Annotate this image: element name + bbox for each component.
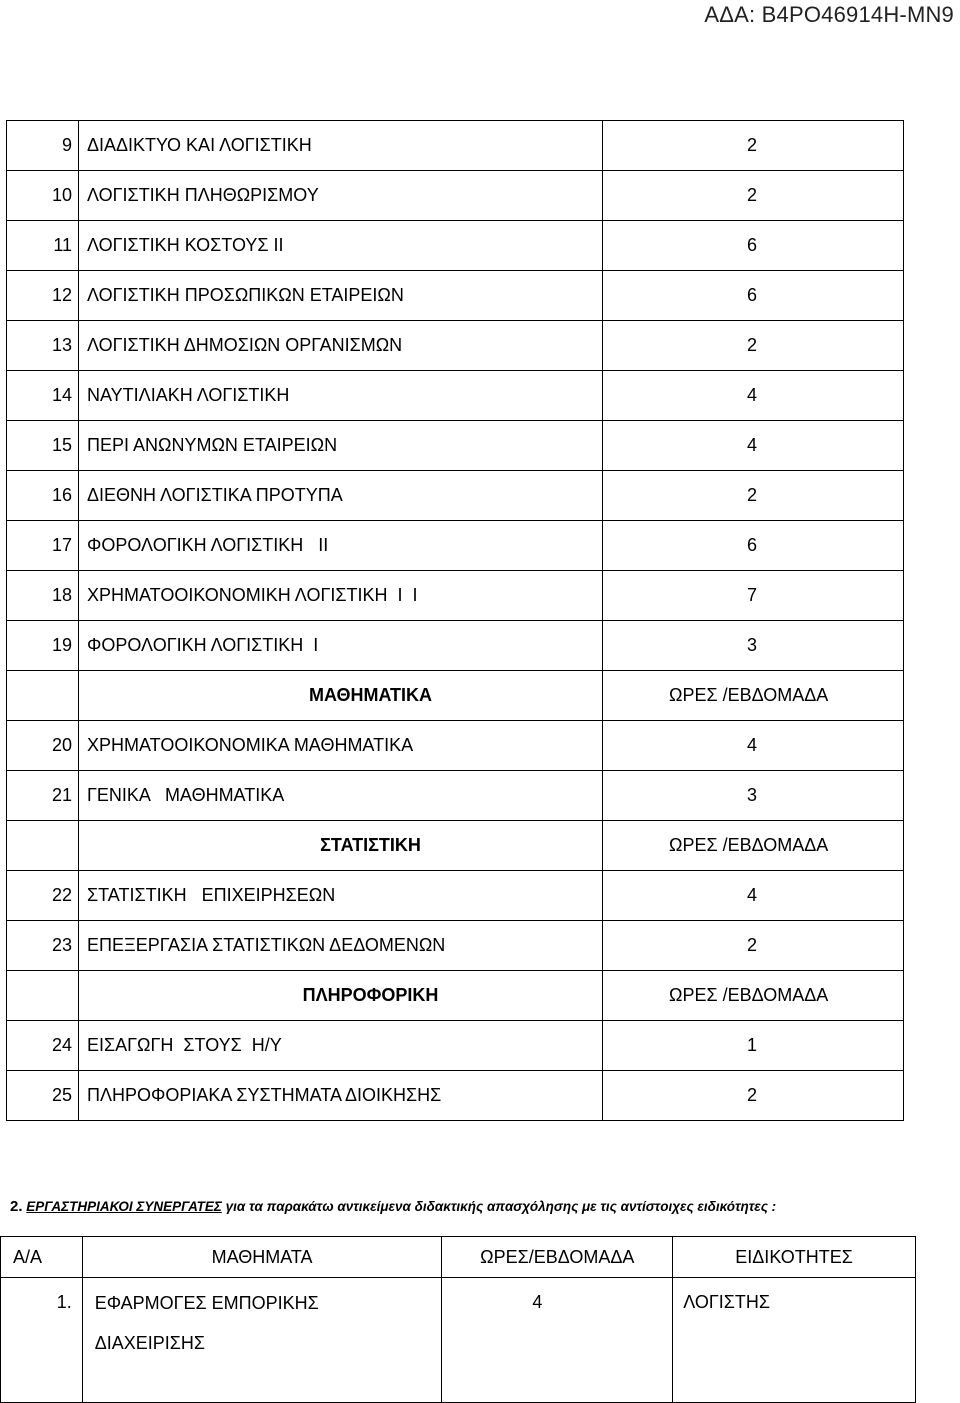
row-course-line2: ΔΙΑΧΕΙΡΙΣΗΣ	[94, 1333, 206, 1353]
course-name: ΛΟΓΙΣΤΙΚΗ ΔΗΜΟΣΙΩΝ ΟΡΓΑΝΙΣΜΩΝ	[79, 321, 603, 371]
course-hours: 4	[603, 421, 904, 471]
lab-table-row	[1, 1278, 916, 1403]
header-courses: ΜΑΘΗΜΑΤΑ	[82, 1237, 442, 1278]
course-row	[7, 621, 904, 671]
course-number: 15	[7, 421, 79, 471]
course-row	[7, 1071, 904, 1121]
course-number: 11	[7, 221, 79, 271]
lab-table-header-row	[1, 1237, 916, 1278]
course-name: ΠΕΡΙ ΑΝΩΝΥΜΩΝ ΕΤΑΙΡΕΙΩΝ	[79, 421, 603, 471]
course-hours: 2	[603, 471, 904, 521]
course-row	[7, 771, 904, 821]
course-hours: 2	[603, 121, 904, 171]
course-name: ΛΟΓΙΣΤΙΚΗ ΠΡΟΣΩΠΙΚΩΝ ΕΤΑΙΡΕΙΩΝ	[79, 271, 603, 321]
row-course-line1: ΕΦΑΡΜΟΓΕΣ ΕΜΠΟΡΙΚΗΣ	[94, 1293, 319, 1313]
header-specialties: ΕΙΔΙΚΟΤΗΤΕΣ	[673, 1237, 916, 1278]
course-hours: 3	[603, 621, 904, 671]
course-name: ΠΛΗΡΟΦΟΡΙΑΚΑ ΣΥΣΤΗΜΑΤΑ ΔΙΟΙΚΗΣΗΣ	[79, 1071, 603, 1121]
course-row	[7, 721, 904, 771]
course-row	[7, 221, 904, 271]
course-name: ΦΟΡΟΛΟΓΙΚΗ ΛΟΓΙΣΤΙΚΗ Ι	[79, 621, 603, 671]
course-row	[7, 171, 904, 221]
course-row	[7, 421, 904, 471]
course-number: 24	[7, 1021, 79, 1071]
course-number: 23	[7, 921, 79, 971]
course-row	[7, 571, 904, 621]
courses-table-body	[7, 121, 904, 1121]
course-name: ΕΙΣΑΓΩΓΗ ΣΤΟΥΣ Η/Υ	[79, 1021, 603, 1071]
course-number: 12	[7, 271, 79, 321]
course-name: ΦΟΡΟΛΟΓΙΚΗ ΛΟΓΙΣΤΙΚΗ ΙΙ	[79, 521, 603, 571]
row-hours: 4	[442, 1278, 673, 1403]
note-number: 2.	[10, 1198, 23, 1215]
row-aa: 1.	[1, 1278, 83, 1403]
course-hours: 2	[603, 321, 904, 371]
course-row	[7, 1021, 904, 1071]
course-hours: 7	[603, 571, 904, 621]
course-hours: 2	[603, 1071, 904, 1121]
course-row	[7, 521, 904, 571]
section-header-row	[7, 971, 904, 1021]
section-title: ΜΑΘΗΜΑΤΙΚΑ	[79, 671, 603, 721]
course-number: 25	[7, 1071, 79, 1121]
section-note	[10, 1198, 955, 1215]
section-header-row	[7, 821, 904, 871]
course-hours: 2	[603, 921, 904, 971]
course-hours: 1	[603, 1021, 904, 1071]
section-num-cell	[7, 821, 79, 871]
course-number: 19	[7, 621, 79, 671]
course-hours: 3	[603, 771, 904, 821]
header-aa: Α/Α	[1, 1237, 83, 1278]
section-hours-label: ΩΡΕΣ /ΕΒΔΟΜΑΔΑ	[603, 671, 904, 721]
course-hours: 6	[603, 221, 904, 271]
course-hours: 4	[603, 871, 904, 921]
course-row	[7, 871, 904, 921]
ada-header: ΑΔΑ: Β4ΡΟ46914Η-ΜΝ9	[704, 2, 954, 27]
course-name: ΛΟΓΙΣΤΙΚΗ ΠΛΗΘΩΡΙΣΜΟΥ	[79, 171, 603, 221]
course-number: 18	[7, 571, 79, 621]
section-header-row	[7, 671, 904, 721]
section-hours-label: ΩΡΕΣ /ΕΒΔΟΜΑΔΑ	[603, 821, 904, 871]
course-hours: 4	[603, 371, 904, 421]
course-name: ΓΕΝΙΚΑ ΜΑΘΗΜΑΤΙΚΑ	[79, 771, 603, 821]
course-name: ΧΡΗΜΑΤΟΟΙΚΟΝΟΜΙΚΑ ΜΑΘΗΜΑΤΙΚΑ	[79, 721, 603, 771]
course-number: 10	[7, 171, 79, 221]
course-hours: 2	[603, 171, 904, 221]
course-number: 16	[7, 471, 79, 521]
course-number: 14	[7, 371, 79, 421]
course-row	[7, 921, 904, 971]
note-text: για τα παρακάτω αντικείμενα διδακτικής απασχόλησης με τις αντίστοιχες ειδικότητες :	[221, 1199, 777, 1214]
course-number: 20	[7, 721, 79, 771]
course-number: 17	[7, 521, 79, 571]
course-hours: 4	[603, 721, 904, 771]
header-hours: ΩΡΕΣ/ΕΒΔΟΜΑΔΑ	[442, 1237, 673, 1278]
section-num-cell	[7, 671, 79, 721]
course-name: ΔΙΑΔΙΚΤΥΟ ΚΑΙ ΛΟΓΙΣΤΙΚΗ	[79, 121, 603, 171]
note-underlined: ΕΡΓΑΣΤΗΡΙΑΚΟΙ ΣΥΝΕΡΓΑΤΕΣ	[26, 1199, 222, 1214]
course-name: ΔΙΕΘΝΗ ΛΟΓΙΣΤΙΚΑ ΠΡΟΤΥΠΑ	[79, 471, 603, 521]
course-hours: 6	[603, 271, 904, 321]
section-title: ΠΛΗΡΟΦΟΡΙΚΗ	[79, 971, 603, 1021]
course-hours: 6	[603, 521, 904, 571]
course-row	[7, 121, 904, 171]
course-row	[7, 371, 904, 421]
course-row	[7, 471, 904, 521]
section-num-cell	[7, 971, 79, 1021]
course-row	[7, 321, 904, 371]
course-row	[7, 271, 904, 321]
row-course	[82, 1278, 442, 1403]
course-number: 9	[7, 121, 79, 171]
row-specialty: ΛΟΓΙΣΤΗΣ	[673, 1278, 916, 1403]
course-name: ΣΤΑΤΙΣΤΙΚΗ ΕΠΙΧΕΙΡΗΣΕΩΝ	[79, 871, 603, 921]
course-name: ΕΠΕΞΕΡΓΑΣΙΑ ΣΤΑΤΙΣΤΙΚΩΝ ΔΕΔΟΜΕΝΩΝ	[79, 921, 603, 971]
course-name: ΛΟΓΙΣΤΙΚΗ ΚΟΣΤΟΥΣ ΙΙ	[79, 221, 603, 271]
section-hours-label: ΩΡΕΣ /ΕΒΔΟΜΑΔΑ	[603, 971, 904, 1021]
course-number: 22	[7, 871, 79, 921]
course-number: 13	[7, 321, 79, 371]
course-name: ΝΑΥΤΙΛΙΑΚΗ ΛΟΓΙΣΤΙΚΗ	[79, 371, 603, 421]
section-title: ΣΤΑΤΙΣΤΙΚΗ	[79, 821, 603, 871]
lab-table	[0, 1236, 916, 1403]
course-number: 21	[7, 771, 79, 821]
courses-table	[6, 120, 904, 1121]
course-name: ΧΡΗΜΑΤΟΟΙΚΟΝΟΜΙΚΗ ΛΟΓΙΣΤΙΚΗ Ι Ι	[79, 571, 603, 621]
